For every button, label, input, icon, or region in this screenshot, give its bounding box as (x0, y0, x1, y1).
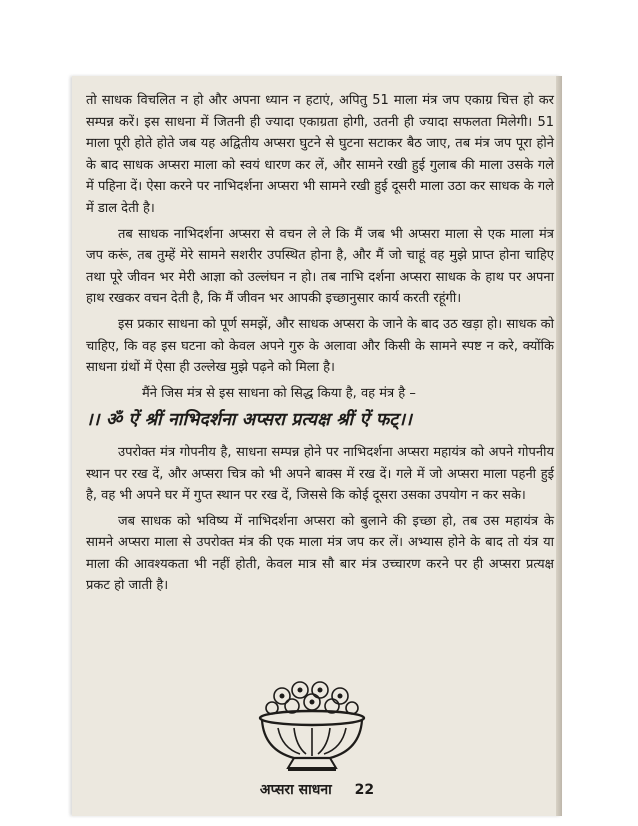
page-number: 22 (354, 782, 375, 798)
paragraph-5: जब साधक को भविष्य में नाभिदर्शना अप्सरा को बुलाने की इच्छा हो, तब उस महायंत्र के सामने अप्सरा माला से उपरोक्त मंत्र की एक माला मंत्र जप कर लें। अभ्यास होने के बाद तो यंत्र या माला की आवश्यकता भी नहीं होती, केवल मात्र सौ बार मंत्र उच्चारण करने पर ही अप्सरा प्रत्यक्ष प्रकट हो जाती है। (86, 513, 554, 594)
mantra-intro: मैंने जिस मंत्र से इस साधना को सिद्ध किया है, वह मंत्र है – (142, 385, 416, 401)
paragraph-2: तब साधक नाभिदर्शना अप्सरा से वचन ले ले कि मैं जब भी अप्सरा माला से एक माला मंत्र जप करूं, तब तुम्हें मेरे सामने सशरीर उपस्थित होना है, और मैं जो चाहूं वह मुझे प्राप्त होना चाहिए तथा पूरे जीवन भर मेरी आज्ञा को उल्लंघन न हो। तब नाभि दर्शना अप्सरा साधक के हाथ पर अपना हाथ रखकर वचन देती है, कि मैं जीवन भर आपकी इच्छानुसार कार्य करती रहूंगी। (86, 226, 554, 307)
page-text (86, 90, 554, 601)
footer-title: अप्सरा साधना (259, 782, 332, 798)
paragraph-3: इस प्रकार साधना को पूर्ण समझें, और साधक अप्सरा के जाने के बाद उठ खड़ा हो। साधक को चाहिए, कि वह इस घटना को केवल अपने गुरु के अलावा और किसी के सामने स्पष्ट न करे, क्योंकि साधना ग्रंथों में ऐसा ही उल्लेख मुझे पढ़ने को मिला है। (86, 316, 554, 376)
paragraph-4: उपरोक्त मंत्र गोपनीय है, साधना सम्पन्न होने पर नाभिदर्शना अप्सरा महायंत्र को अपने गोपनीय स्थान पर रख दें, और अप्सरा चित्र को भी अपने बाक्स में रख दें। गले में जो अप्सरा माला पहनी हुई है, वह भी अपने घर में गुप्त स्थान पर रख दें, जिससे कि कोई दूसरा उसका उपयोग न कर सके। (86, 444, 554, 504)
paragraph-1: तो साधक विचलित न हो और अपना ध्यान न हटाएं, अपितु 51 माला मंत्र जप एकाग्र चित्त हो कर सम्पन्न करें। इस साधना में जितनी ही ज्यादा एकाग्रता होगी, उतनी ही ज्यादा सफलता मिलेगी। 51 माला पूरी होते होते जब यह अद्वितीय अप्सरा घुटने से घुटना सटाकर बैठ जाए, तब मंत्र जप पूरा होने के बाद साधक अप्सरा माला को स्वयं धारण कर लें, और सामने रखी हुई गुलाब की माला उसके गले में पहिना दें। ऐसा करने पर नाभिदर्शना अप्सरा भी सामने रखी हुई दूसरी माला उठा कर साधक के गले में डाल देती है। (86, 93, 554, 216)
flower-bowl-icon (242, 678, 382, 774)
page-footer (72, 780, 562, 799)
page-edge (556, 76, 562, 816)
book-page (72, 76, 562, 816)
mantra-line: ।। ॐ ऐं श्रीं नाभिदर्शना अप्सरा प्रत्यक्ष श्रीं ऐं फट्।। (86, 410, 413, 431)
